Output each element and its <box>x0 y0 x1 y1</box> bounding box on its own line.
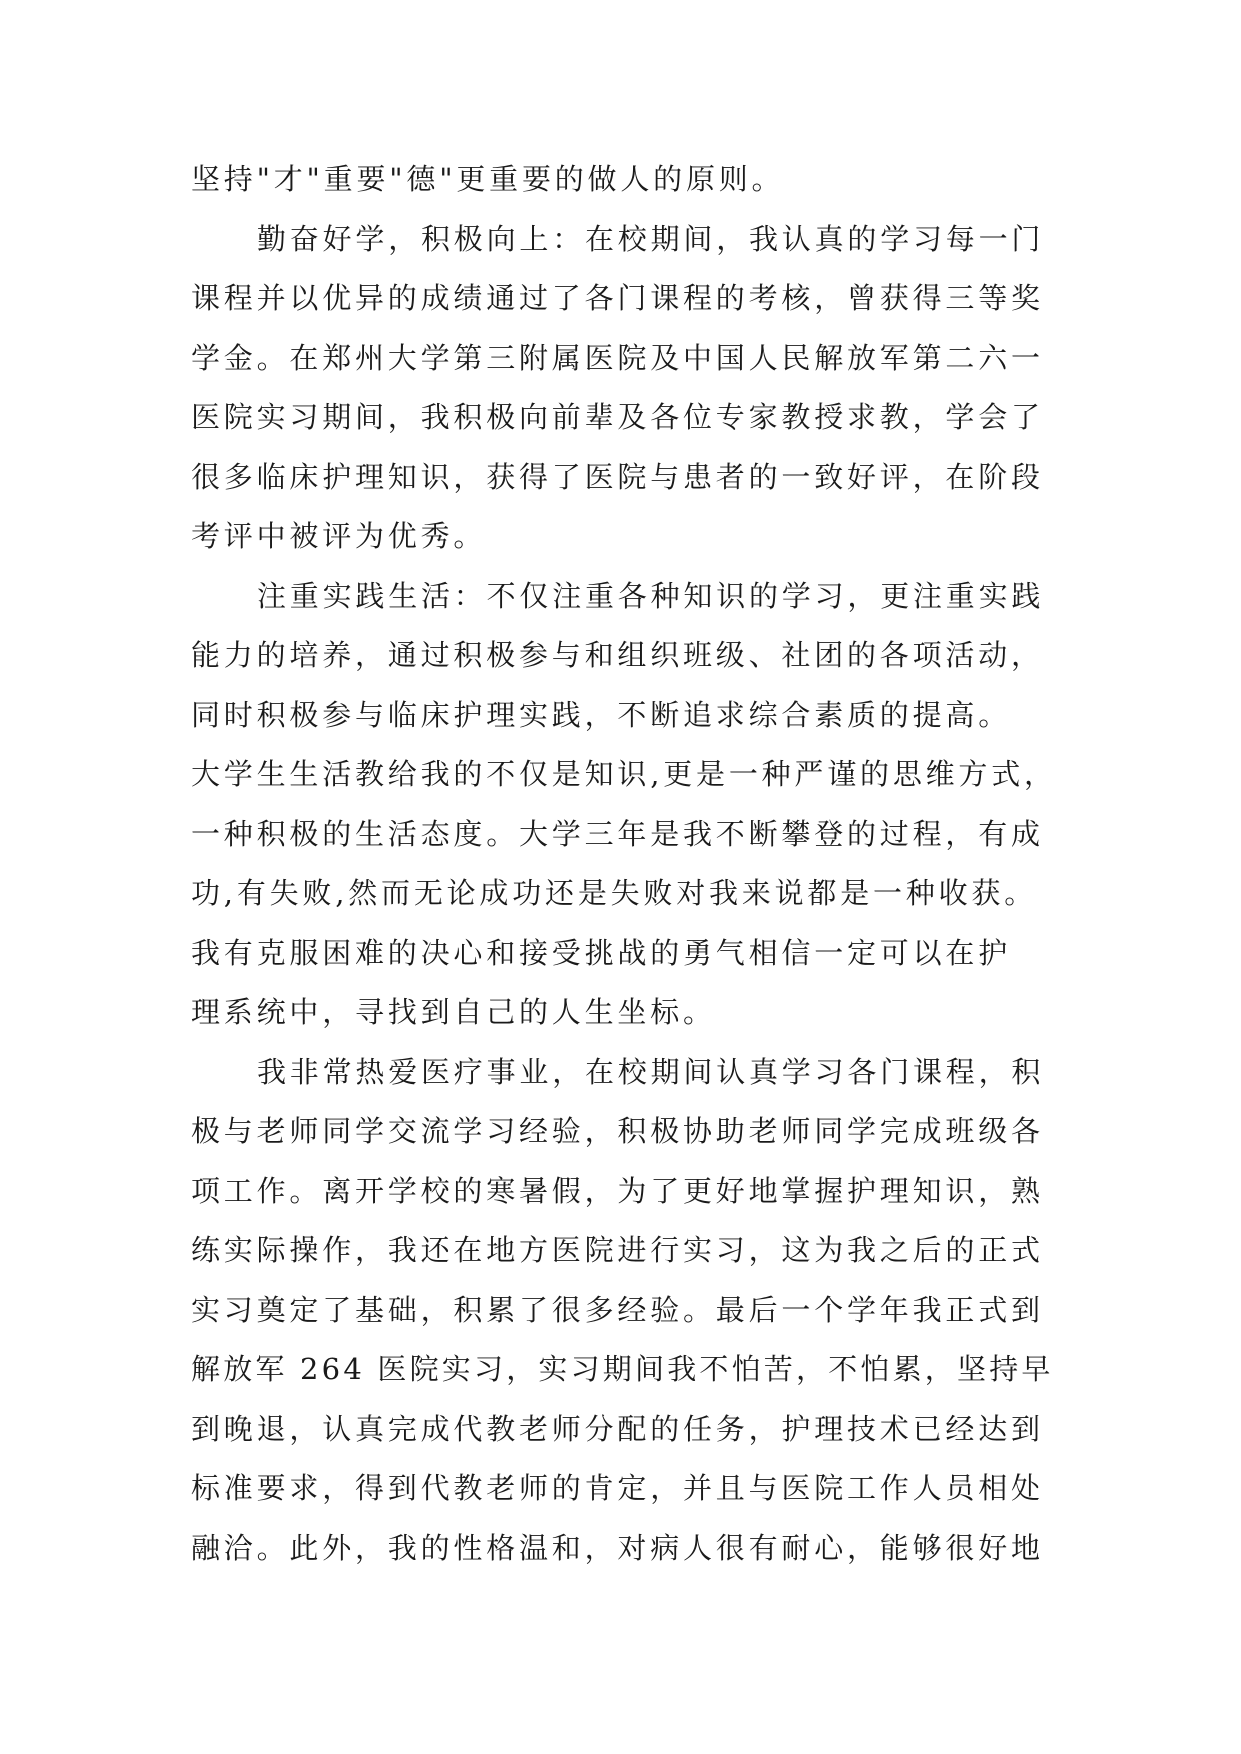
text-line: 学金。在郑州大学第三附属医院及中国人民解放军第二六一 <box>191 340 1044 375</box>
text-line: 实习奠定了基础，积累了很多经验。最后一个学年我正式到 <box>191 1292 1044 1327</box>
paragraph-first-line: 注重实践生活：不仅注重各种知识的学习，更注重实践 <box>257 578 1045 613</box>
text-line: 解放军 264 医院实习，实习期间我不怕苦，不怕累，坚持早 <box>191 1352 1054 1386</box>
paragraph-first-line: 我非常热爱医疗事业，在校期间认真学习各门课程，积 <box>257 1054 1045 1089</box>
text-line: 极与老师同学交流学习经验，积极协助老师同学完成班级各 <box>191 1114 1044 1148</box>
text-line: 医院实习期间，我积极向前辈及各位专家教授求教，学会了 <box>191 400 1044 434</box>
text-line: 大学生生活教给我的不仅是知识,更是一种严谨的思维方式， <box>191 757 1057 791</box>
text-line: 练实际操作，我还在地方医院进行实习，这为我之后的正式 <box>191 1233 1044 1267</box>
paragraph-first-line: 勤奋好学，积极向上：在校期间，我认真的学习每一门 <box>257 221 1045 256</box>
text-line: 考评中被评为优秀。 <box>191 519 487 553</box>
text-line: 功,有失败,然而无论成功还是失败对我来说都是一种收获。 <box>191 876 1038 910</box>
text-line: 融洽。此外，我的性格温和，对病人很有耐心，能够很好地 <box>191 1530 1044 1565</box>
text-line: 很多临床护理知识，获得了医院与患者的一致好评，在阶段 <box>191 459 1044 494</box>
text-line: 一种积极的生活态度。大学三年是我不断攀登的过程，有成 <box>191 816 1044 851</box>
text-line: 理系统中，寻找到自己的人生坐标。 <box>191 995 716 1029</box>
text-line: 项工作。离开学校的寒暑假，为了更好地掌握护理知识，熟 <box>191 1173 1044 1208</box>
text-line: 标准要求，得到代教老师的肯定，并且与医院工作人员相处 <box>191 1471 1044 1505</box>
text-line: 课程并以优异的成绩通过了各门课程的考核，曾获得三等奖 <box>191 281 1044 315</box>
text-line: 我有克服困难的决心和接受挑战的勇气相信一定可以在护 <box>191 935 1012 970</box>
document-body <box>191 150 1057 1578</box>
text-line: 坚持"才"重要"德"更重要的做人的原则。 <box>191 162 785 196</box>
text-line: 能力的培养，通过积极参与和组织班级、社团的各项活动， <box>191 638 1044 672</box>
text-line: 到晚退，认真完成代教老师分配的任务，护理技术已经达到 <box>191 1411 1044 1446</box>
text-line: 同时积极参与临床护理实践，不断追求综合素质的提高。 <box>191 697 1012 732</box>
